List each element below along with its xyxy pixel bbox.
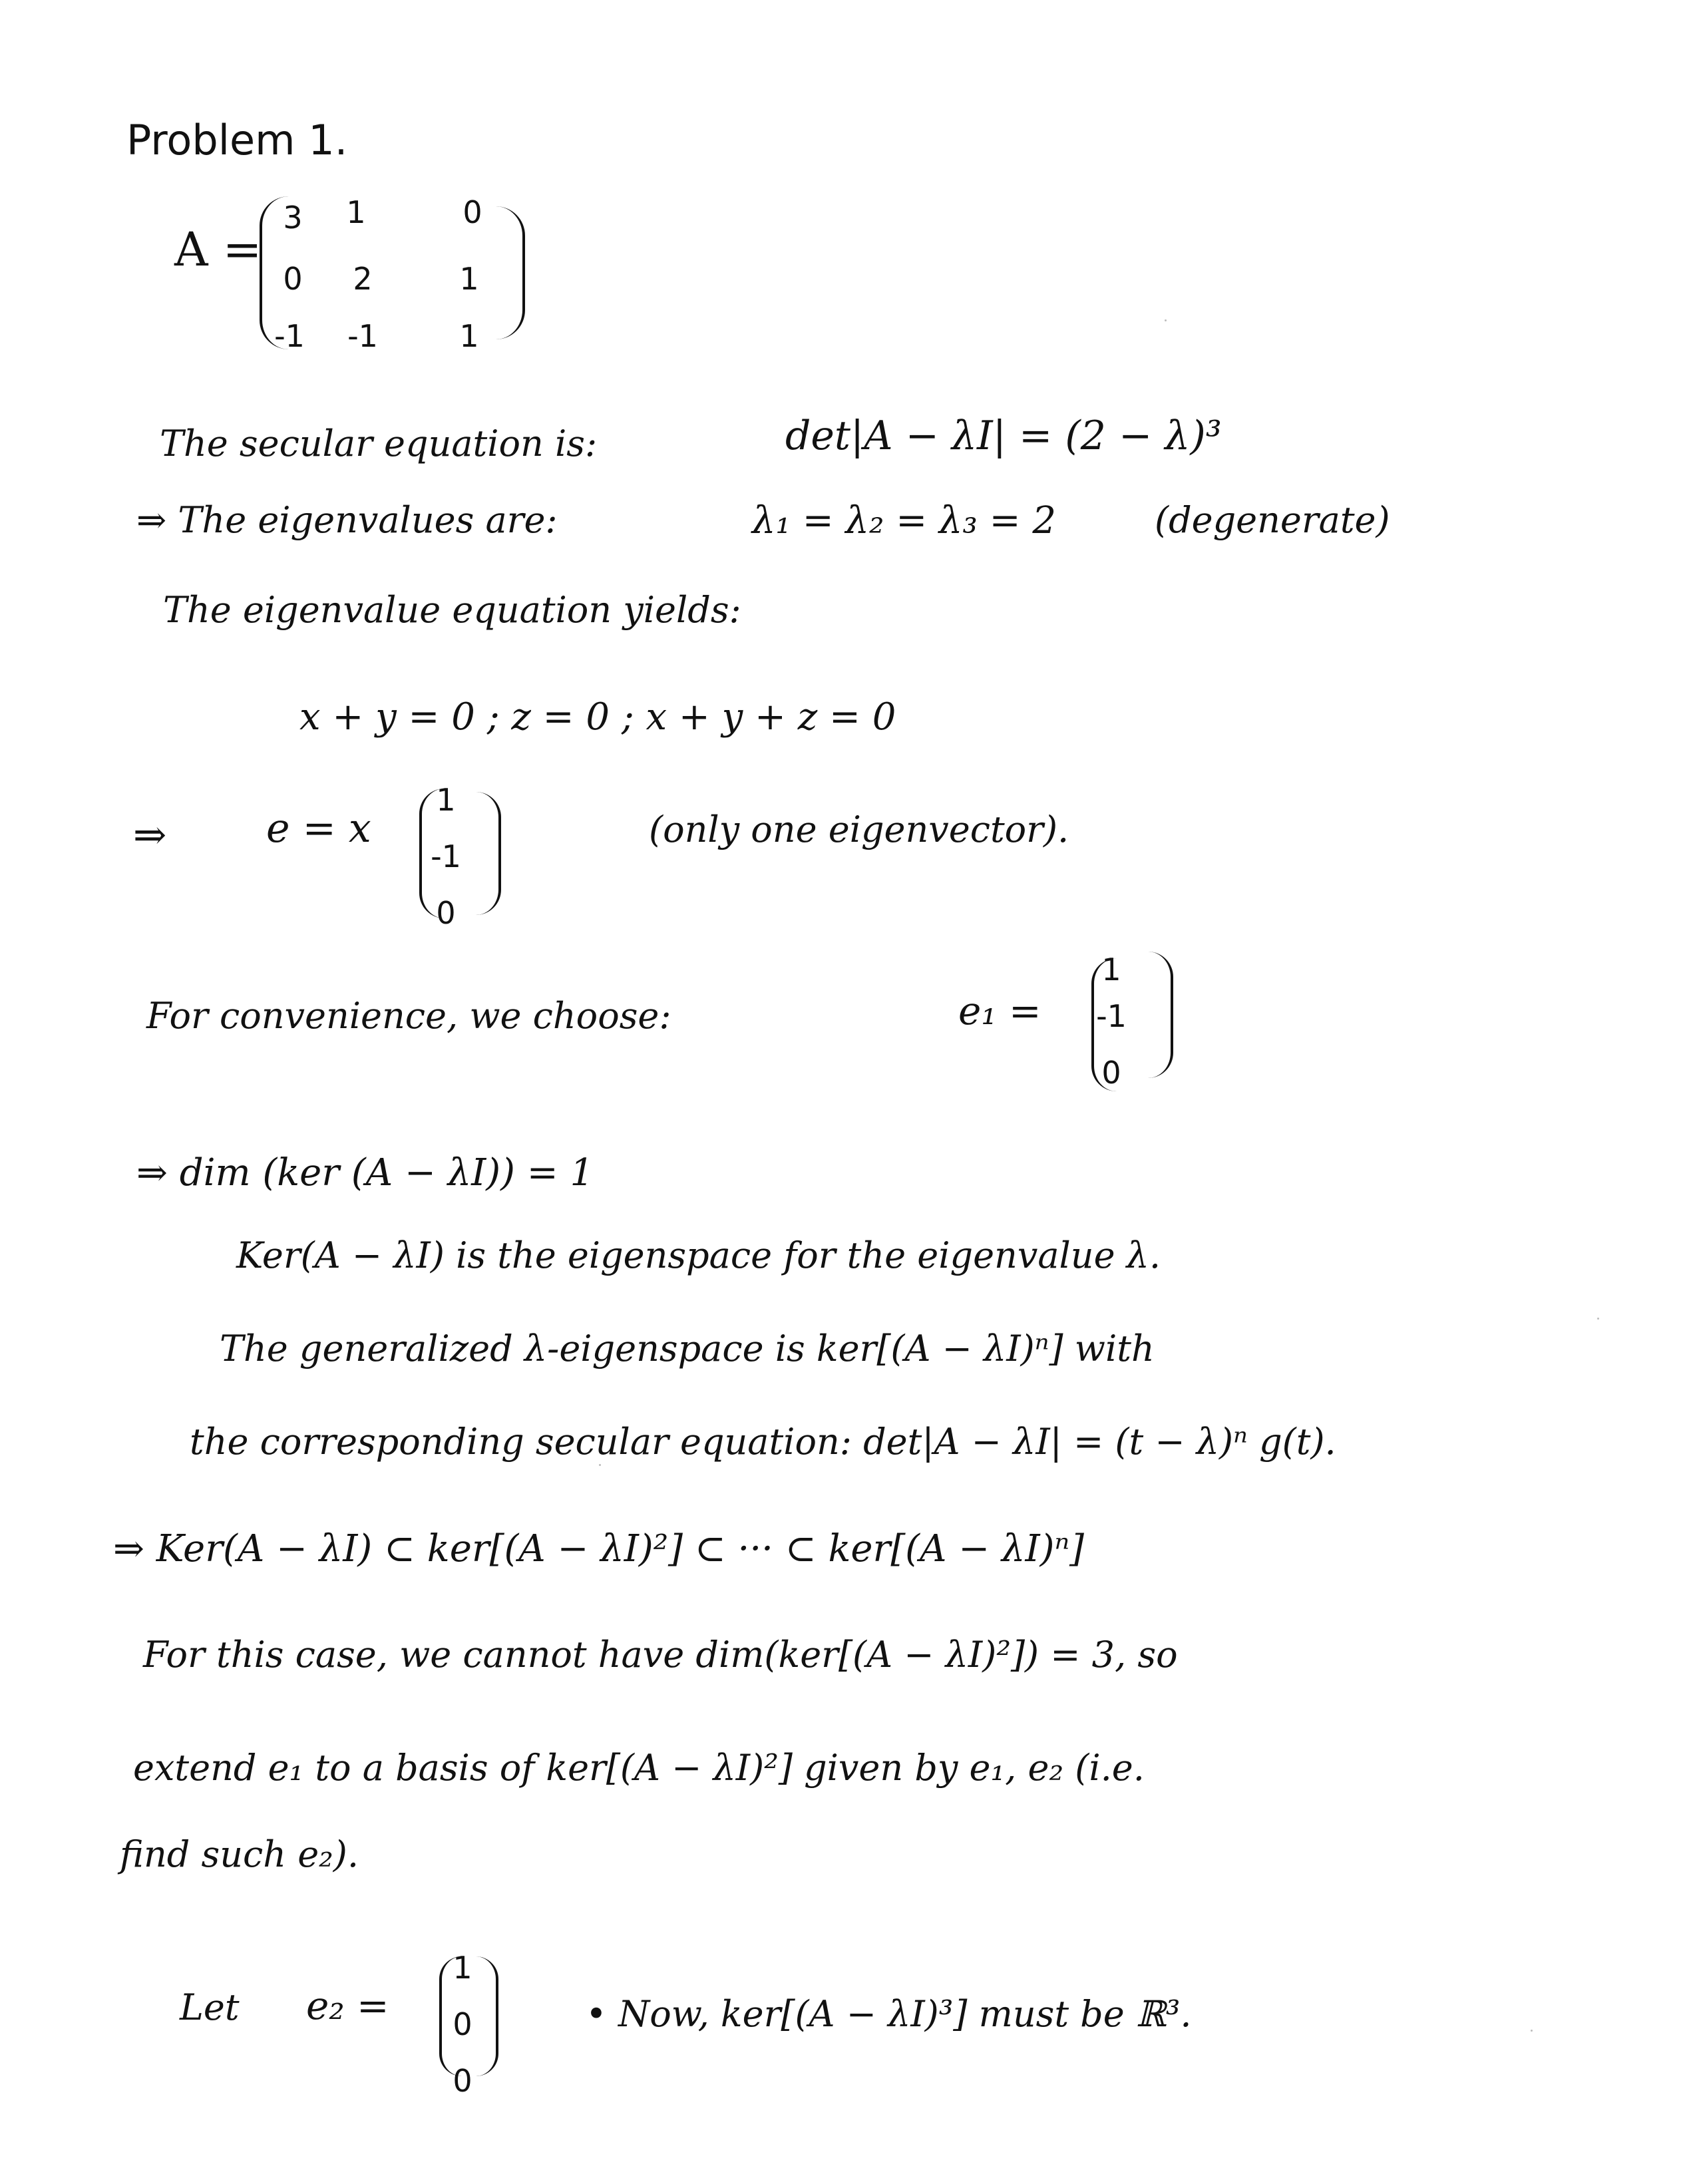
- linear-system: x + y = 0 ; z = 0 ; x + y + z = 0: [299, 695, 896, 739]
- eigenvalues-equation: λ₁ = λ₂ = λ₃ = 2: [752, 499, 1057, 542]
- degenerate-note: (degenerate): [1155, 499, 1390, 541]
- scan-speck: [1165, 319, 1167, 321]
- vector-cell: -1: [1096, 998, 1127, 1034]
- matrix-cell: 3: [283, 200, 303, 236]
- matrix-cell: 2: [353, 261, 373, 297]
- vector-cell: 0: [1101, 1055, 1121, 1091]
- matrix-cell: 1: [346, 194, 366, 230]
- matrix-cell: 1: [459, 318, 479, 354]
- now-ker-statement: • Now, ker[(A − λI)³] must be ℝ³.: [586, 1993, 1192, 2035]
- vector-cell: 1: [436, 782, 456, 818]
- vector-cell: 1: [1101, 952, 1121, 988]
- vector-cell: 1: [453, 1950, 472, 1986]
- extend-basis-statement: extend e₁ to a basis of ker[(A − λI)²] given by e₁, e₂ (i.e.: [133, 1747, 1145, 1789]
- problem-title: Problem 1.: [126, 116, 348, 164]
- scan-speck: [1531, 2030, 1533, 2032]
- matrix-cell: -1: [347, 318, 378, 354]
- matrix-a-label: A =: [174, 222, 262, 277]
- only-one-eigenvector-note: (only one eigenvector).: [649, 809, 1069, 850]
- let-text: Let: [180, 1986, 240, 2028]
- vector-cell: 0: [453, 2006, 472, 2042]
- matrix-cell: -1: [274, 318, 305, 354]
- find-such-statement: find such e₂).: [120, 1833, 359, 1875]
- secular-equation-text: The secular equation is:: [160, 423, 598, 464]
- convenience-text: For convenience, we choose:: [146, 995, 671, 1037]
- this-case-statement: For this case, we cannot have dim(ker[(A − λI)²]) = 3, so: [143, 1634, 1178, 1676]
- e2-label: e₂ =: [306, 1983, 389, 2028]
- eigenvector-label: [266, 805, 371, 852]
- ker-eigenspace-statement: Ker(A − λI) is the eigenspace for the eigenvalue λ.: [236, 1234, 1161, 1276]
- vector-cell: -1: [431, 838, 461, 874]
- secular-equation: det|A − λI| = (2 − λ)³: [785, 413, 1222, 459]
- eigenvector-expression: e = x: [266, 805, 371, 852]
- scan-speck: [599, 1464, 601, 1466]
- eigenvalue-equation-text: The eigenvalue equation yields:: [163, 589, 741, 631]
- vector-cell: 0: [436, 895, 456, 931]
- kernel-chain: ⇒ Ker(A − λI) ⊂ ker[(A − λI)²] ⊂ ··· ⊂ ker[(A − λI)ⁿ]: [113, 1527, 1084, 1570]
- e1-vector-right-paren: [1148, 952, 1173, 1078]
- matrix-cell: 1: [459, 261, 479, 297]
- matrix-a-right-paren: [496, 206, 525, 339]
- scan-speck: [1597, 1318, 1599, 1320]
- e1-label: e₁ =: [958, 988, 1041, 1033]
- eigenvalues-text: ⇒ The eigenvalues are:: [136, 499, 558, 541]
- dim-ker-statement: ⇒ dim (ker (A − λI)) = 1: [136, 1151, 594, 1194]
- vector-cell: 0: [453, 2063, 472, 2099]
- corresponding-secular-statement: the corresponding secular equation: det|A − λI| = (t − λ)ⁿ g(t).: [190, 1421, 1336, 1463]
- e-vector-right-paren: [476, 792, 501, 915]
- matrix-cell: 0: [283, 261, 303, 297]
- e2-vector-right-paren: [476, 1956, 498, 2076]
- implies-arrow: ⇒: [133, 812, 167, 858]
- matrix-cell: 0: [463, 194, 482, 230]
- generalized-eigenspace-statement: The generalized λ-eigenspace is ker[(A − λI)ⁿ] with: [220, 1328, 1155, 1369]
